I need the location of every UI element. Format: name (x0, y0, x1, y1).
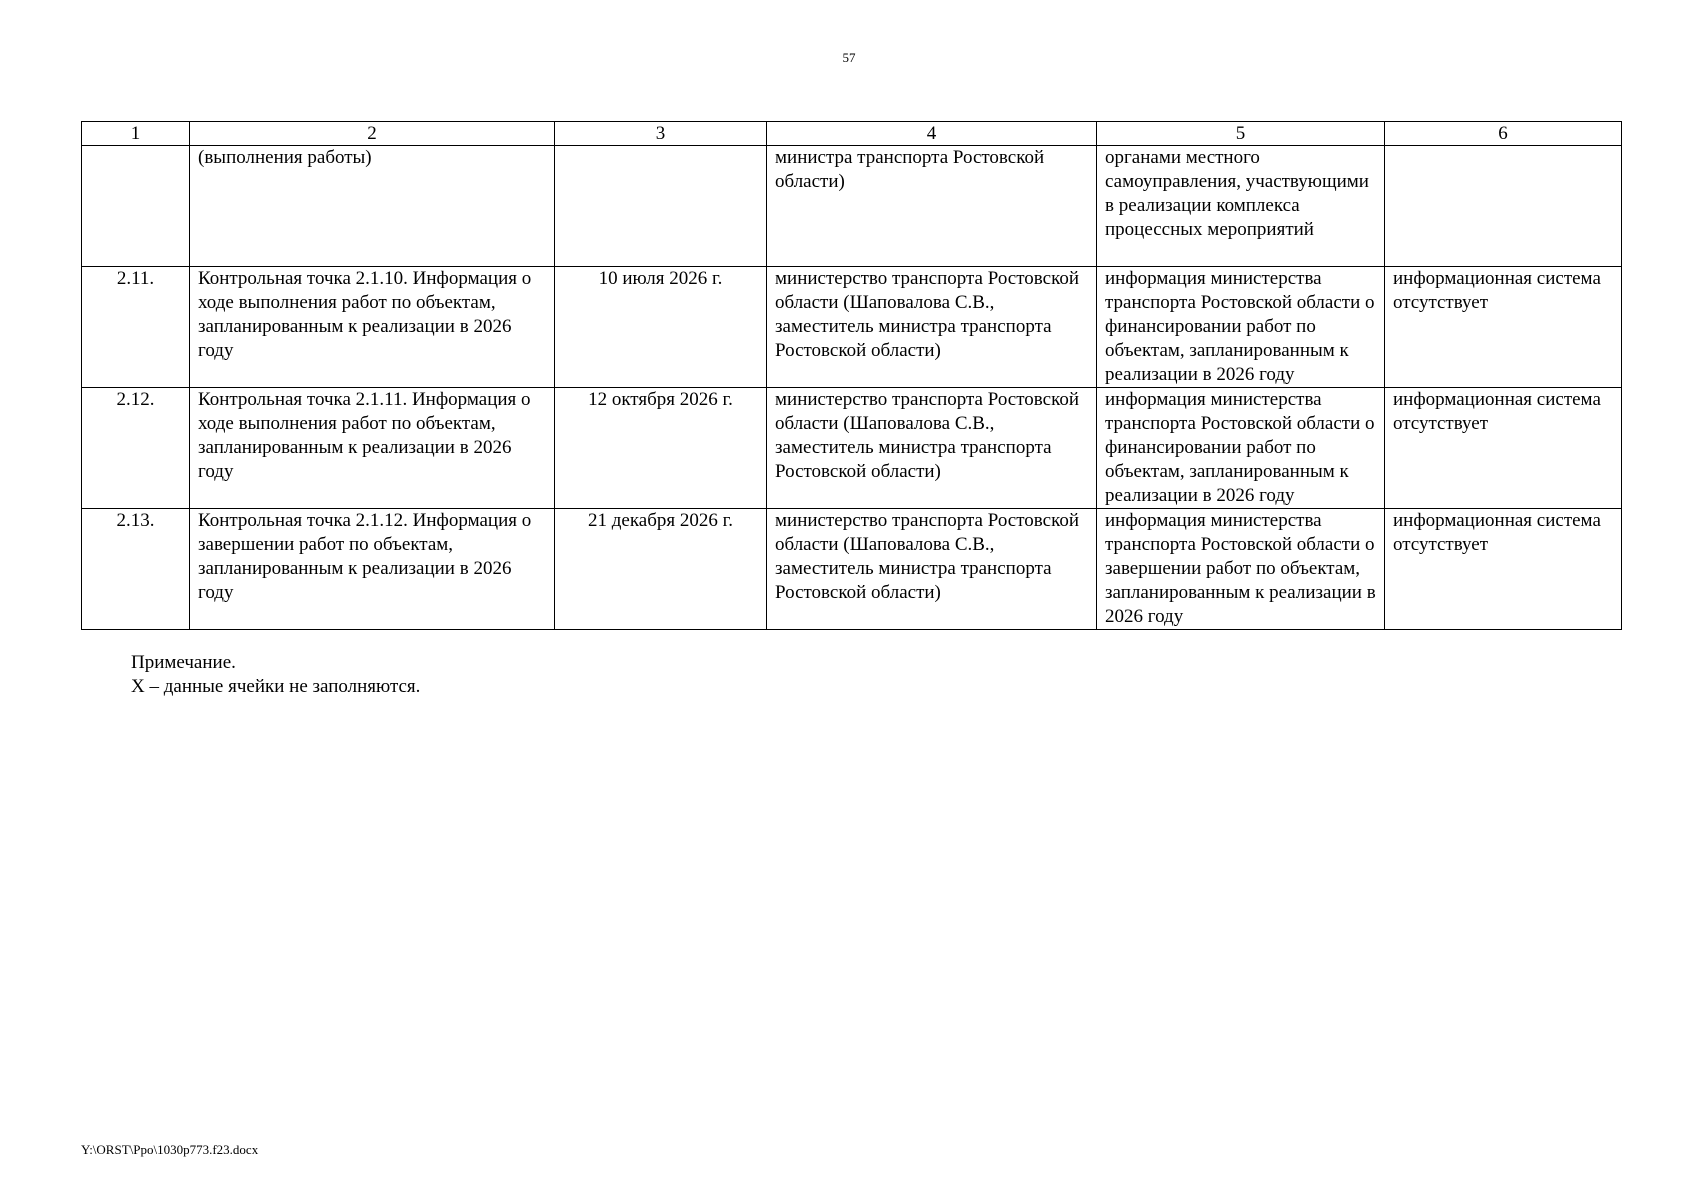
footer-file-path: Y:\ORST\Ppo\1030p773.f23.docx (81, 1142, 259, 1157)
column-header: 5 (1097, 122, 1385, 146)
responsible-cell: министерство транспорта Ростовской области (Шаповалова С.В., заместитель министра транспорта Ростовской области) (767, 509, 1097, 630)
row-number-cell: 2.12. (82, 388, 190, 509)
info-system-cell: информационная система отсутствует (1385, 267, 1622, 388)
info-system-cell (1385, 146, 1622, 267)
page-number: 57 (842, 50, 856, 65)
document-cell: информация министерства транспорта Ростовской области о завершении работ по объектам, запланированным к реализации в 2026 году (1097, 509, 1385, 630)
column-header: 3 (555, 122, 767, 146)
date-cell (555, 146, 767, 267)
table-row (82, 267, 1622, 388)
document-cell: информация министерства транспорта Ростовской области о финансировании работ по объектам, запланированным к реализации в 2026 году (1097, 267, 1385, 388)
table-row (82, 146, 1622, 267)
note (131, 651, 420, 699)
control-point-cell: (выполнения работы) (190, 146, 555, 267)
column-header: 4 (767, 122, 1097, 146)
info-system-cell: информационная система отсутствует (1385, 388, 1622, 509)
document-cell: информация министерства транспорта Ростовской области о финансировании работ по объектам, запланированным к реализации в 2026 году (1097, 388, 1385, 509)
control-point-cell: Контрольная точка 2.1.10. Информация о ходе выполнения работ по объектам, запланированным к реализации в 2026 году (190, 267, 555, 388)
table-row (82, 388, 1622, 509)
control-point-cell: Контрольная точка 2.1.12. Информация о завершении работ по объектам, запланированным к реализации в 2026 году (190, 509, 555, 630)
table-row (82, 509, 1622, 630)
column-header: 1 (82, 122, 190, 146)
column-header: 6 (1385, 122, 1622, 146)
info-system-cell: информационная система отсутствует (1385, 509, 1622, 630)
control-point-cell: Контрольная точка 2.1.11. Информация о ходе выполнения работ по объектам, запланированным к реализации в 2026 году (190, 388, 555, 509)
document-cell: органами местного самоуправления, участвующими в реализации комплекса процессных мероприятий (1097, 146, 1385, 267)
row-number-cell (82, 146, 190, 267)
column-header: 2 (190, 122, 555, 146)
responsible-cell: министерство транспорта Ростовской области (Шаповалова С.В., заместитель министра транспорта Ростовской области) (767, 388, 1097, 509)
control-points-table (81, 121, 1622, 630)
responsible-cell: министерство транспорта Ростовской области (Шаповалова С.В., заместитель министра транспорта Ростовской области) (767, 267, 1097, 388)
date-cell: 21 декабря 2026 г. (555, 509, 767, 630)
date-cell: 10 июля 2026 г. (555, 267, 767, 388)
row-number-cell: 2.11. (82, 267, 190, 388)
date-cell: 12 октября 2026 г. (555, 388, 767, 509)
responsible-cell: министра транспорта Ростовской области) (767, 146, 1097, 267)
note-title: Примечание. (131, 652, 236, 673)
note-text: Х – данные ячейки не заполняются. (131, 676, 421, 697)
row-number-cell: 2.13. (82, 509, 190, 630)
table-header-row (82, 122, 1622, 146)
